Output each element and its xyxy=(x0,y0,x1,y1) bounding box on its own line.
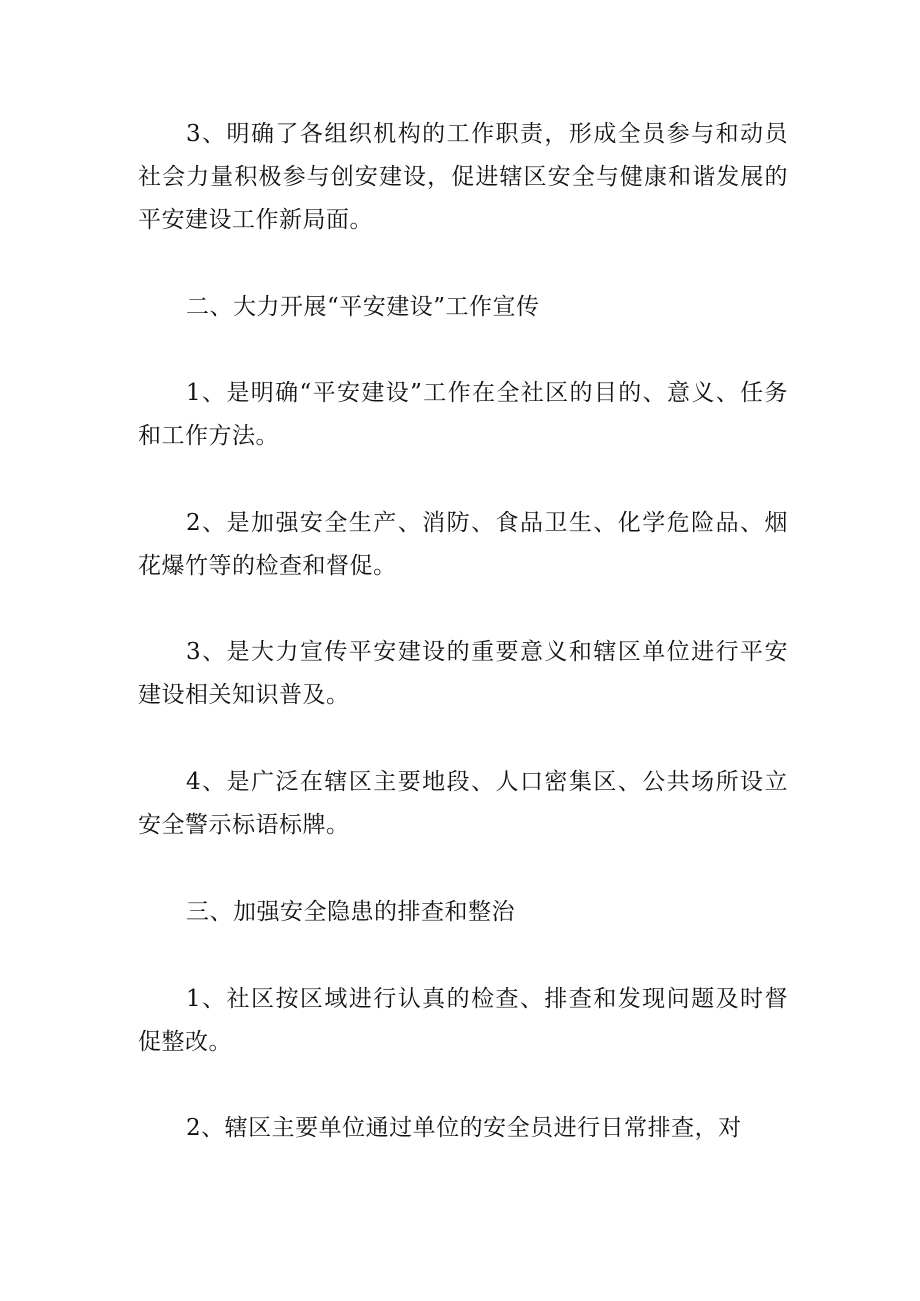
paragraph-item-3-duties: 3、明确了各组织机构的工作职责，形成全员参与和动员社会力量积极参与创安建设，促进辖区安全与健康和谐发展的平安建设工作新局面。 xyxy=(138,121,788,233)
paragraph-item-4-signage: 4、是广泛在辖区主要地段、人口密集区、公共场所设立安全警示标语标牌。 xyxy=(138,769,788,838)
section-heading-publicity: 二、大力开展“平安建设”工作宣传 xyxy=(186,294,540,320)
paragraph-item-2-inspection: 2、是加强安全生产、消防、食品卫生、化学危险品、烟花爆竹等的检查和督促。 xyxy=(138,510,788,579)
paragraph-item-3-propaganda: 3、是大力宣传平安建设的重要意义和辖区单位进行平安建设相关知识普及。 xyxy=(138,639,788,708)
paragraph-item-2-unit-check: 2、辖区主要单位通过单位的安全员进行日常排查，对 xyxy=(186,1115,742,1141)
paragraph-item-1-purpose: 1、是明确“平安建设”工作在全社区的目的、意义、任务和工作方法。 xyxy=(138,380,788,449)
section-heading-hazard-check: 三、加强安全隐患的排查和整治 xyxy=(186,899,515,925)
paragraph-item-1-community-check: 1、社区按区域进行认真的检查、排查和发现问题及时督促整改。 xyxy=(138,986,788,1055)
